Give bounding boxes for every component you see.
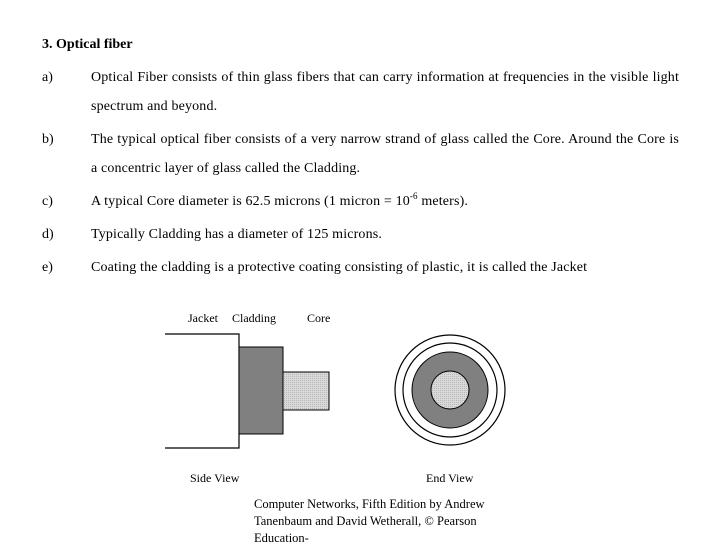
list-item-text: Typically Cladding has a diameter of 125 microns. — [91, 227, 382, 242]
list-item-text: Coating the cladding is a protective coating consisting of plastic, it is called the Jacket — [91, 260, 588, 275]
list-marker: d) — [42, 227, 54, 242]
end-view — [395, 335, 505, 445]
cladding-label: Cladding — [232, 311, 276, 325]
side-core — [283, 372, 329, 410]
text-part: A typical Core diameter is 62.5 microns (1 micron = 10 — [91, 194, 410, 209]
list-item-text: The typical optical fiber consists of a very narrow strand of glass called the Core. Around the Core is a concentric layer of glass called the Cladding. — [91, 132, 679, 176]
core-label: Core — [307, 311, 331, 325]
list-marker: c) — [42, 194, 53, 209]
side-jacket — [165, 334, 239, 448]
side-view — [165, 334, 329, 448]
list-marker: b) — [42, 132, 54, 147]
text-part: meters). — [417, 194, 469, 209]
side-cladding — [239, 347, 283, 434]
side-view-label: Side View — [190, 471, 240, 485]
list-marker: a) — [42, 70, 53, 85]
list-item-text: Optical Fiber consists of thin glass fibers that can carry information at frequencies in the visible light spectrum and beyond. — [91, 70, 679, 114]
source-caption: Computer Networks, Fifth Edition by Andrew Tanenbaum and David Wetherall, © Pearson Education- — [254, 497, 485, 545]
jacket-label: Jacket — [188, 311, 218, 325]
end-view-label: End View — [426, 471, 474, 485]
section-heading: 3. Optical fiber — [42, 37, 133, 52]
end-core — [431, 371, 469, 409]
superscript: -6 — [409, 191, 418, 201]
list-marker: e) — [42, 260, 53, 275]
